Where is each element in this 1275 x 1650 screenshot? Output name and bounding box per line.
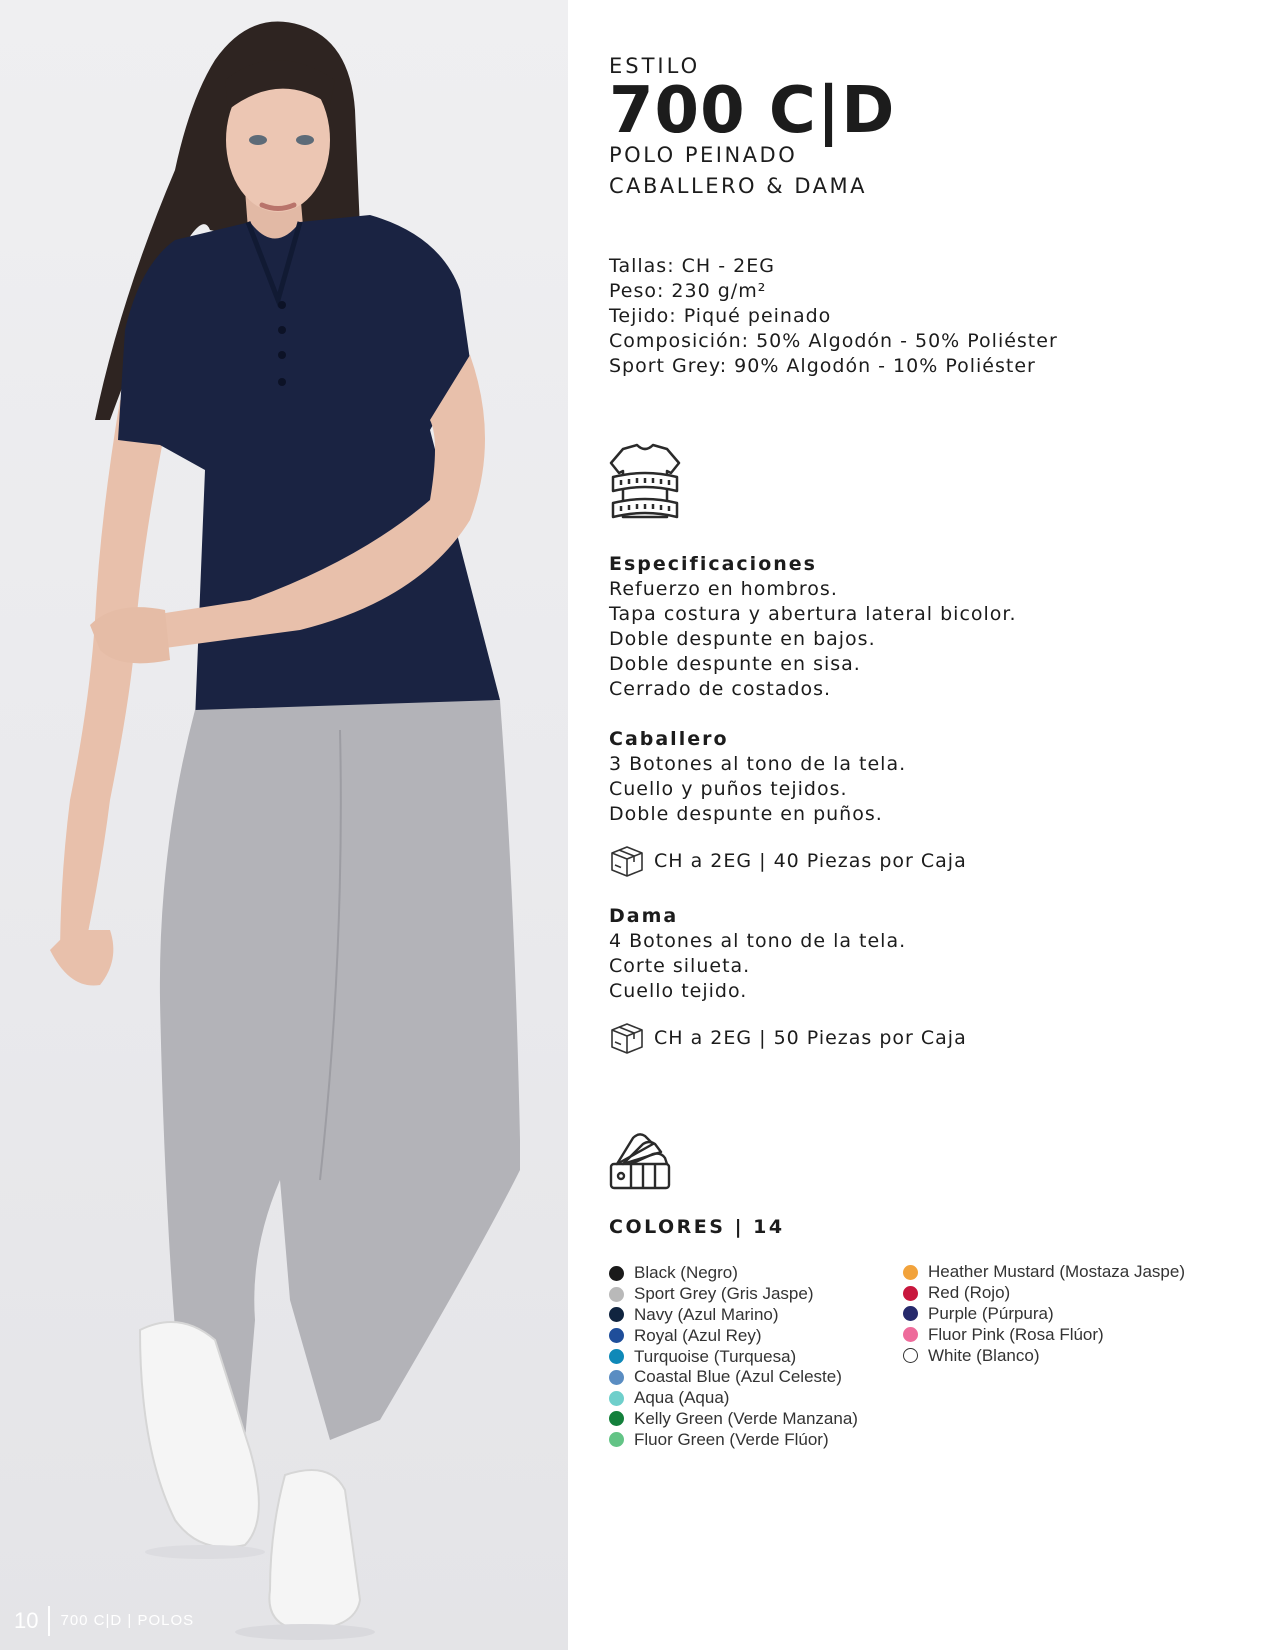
- color-item: [903, 1304, 1185, 1325]
- color-name: Royal (Azul Rey): [634, 1325, 762, 1345]
- list-item: Corte silueta.: [609, 955, 751, 977]
- color-name: Fluor Pink (Rosa Flúor): [928, 1324, 1104, 1344]
- caballero-box-info: [609, 843, 967, 879]
- color-item: [609, 1388, 858, 1409]
- product-subtitle: POLO PEINADO: [609, 143, 798, 167]
- color-name: White (Blanco): [928, 1345, 1040, 1365]
- color-dot: [609, 1328, 624, 1343]
- color-name: Sport Grey (Gris Jaspe): [634, 1284, 814, 1304]
- color-name: Aqua (Aqua): [634, 1388, 730, 1408]
- color-name: Purple (Púrpura): [928, 1303, 1054, 1323]
- spec-list: [609, 254, 1058, 379]
- list-item: Tapa costura y abertura lateral bicolor.: [609, 603, 1017, 625]
- page-title: 700 C|D: [609, 74, 896, 148]
- color-dot: [609, 1391, 624, 1406]
- list-item: 4 Botones al tono de la tela.: [609, 930, 907, 952]
- color-name: Fluor Green (Verde Flúor): [634, 1429, 829, 1449]
- color-dot: [609, 1370, 624, 1385]
- color-name: Turquoise (Turquesa): [634, 1346, 797, 1366]
- color-name: Red (Rojo): [928, 1283, 1011, 1303]
- list-item: Doble despunte en puños.: [609, 803, 883, 825]
- box-icon: [609, 843, 645, 879]
- color-item: [903, 1283, 1185, 1304]
- caballero-box-text: CH a 2EG | 40 Piezas por Caja: [654, 850, 967, 872]
- color-dot: [609, 1432, 624, 1447]
- box-icon: [609, 1020, 645, 1056]
- color-name: Navy (Azul Marino): [634, 1304, 779, 1324]
- color-item: [609, 1367, 858, 1388]
- colors-title: COLORES | 14: [609, 1216, 785, 1238]
- color-item: [609, 1305, 858, 1326]
- color-name: Coastal Blue (Azul Celeste): [634, 1367, 842, 1387]
- color-item: [609, 1429, 858, 1450]
- color-dot: [903, 1306, 918, 1321]
- dama-box-text: CH a 2EG | 50 Piezas por Caja: [654, 1027, 967, 1049]
- color-item: [609, 1409, 858, 1430]
- color-item: [609, 1346, 858, 1367]
- style-label: ESTILO: [609, 54, 701, 78]
- especificaciones-section: [609, 552, 1017, 702]
- especificaciones-title: Especificaciones: [609, 553, 817, 575]
- color-dot: [609, 1411, 624, 1426]
- color-item: [903, 1324, 1185, 1345]
- list-item: Cuello y puños tejidos.: [609, 778, 848, 800]
- spec-tallas: Tallas: CH - 2EG: [609, 255, 775, 277]
- color-list-2: [903, 1262, 1185, 1366]
- color-dot: [609, 1266, 624, 1281]
- caballero-title: Caballero: [609, 728, 729, 750]
- model-illustration: [0, 0, 568, 1650]
- list-item: Cerrado de costados.: [609, 678, 832, 700]
- footer-section: 700 C|D | POLOS: [60, 1612, 195, 1629]
- color-dot: [609, 1287, 624, 1302]
- list-item: Cuello tejido.: [609, 980, 748, 1002]
- spec-peso: Peso: 230 g/m²: [609, 280, 767, 302]
- color-dot: [903, 1348, 918, 1363]
- color-dot: [903, 1327, 918, 1342]
- spec-composicion: Composición: 50% Algodón - 50% Poliéster: [609, 330, 1058, 352]
- color-dot: [903, 1265, 918, 1280]
- list-item: Doble despunte en bajos.: [609, 628, 876, 650]
- color-list-1: [609, 1263, 858, 1450]
- page-footer: [14, 1606, 194, 1636]
- color-item: [609, 1325, 858, 1346]
- spec-sport-grey: Sport Grey: 90% Algodón - 10% Poliéster: [609, 355, 1036, 377]
- color-name: Heather Mustard (Mostaza Jaspe): [928, 1262, 1185, 1282]
- color-item: [609, 1263, 858, 1284]
- list-item: Doble despunte en sisa.: [609, 653, 861, 675]
- dama-title: Dama: [609, 905, 679, 927]
- color-dot: [609, 1349, 624, 1364]
- color-dot: [609, 1307, 624, 1322]
- list-item: 3 Botones al tono de la tela.: [609, 753, 907, 775]
- list-item: Refuerzo en hombros.: [609, 578, 838, 600]
- color-dot: [903, 1286, 918, 1301]
- dama-section: [609, 904, 906, 1004]
- dama-box-info: [609, 1020, 967, 1056]
- caballero-section: [609, 727, 906, 827]
- spec-tejido: Tejido: Piqué peinado: [609, 305, 832, 327]
- color-item: [903, 1262, 1185, 1283]
- color-name: Black (Negro): [634, 1263, 738, 1283]
- product-photo: [0, 0, 568, 1650]
- product-audience: CABALLERO & DAMA: [609, 174, 867, 198]
- color-name: Kelly Green (Verde Manzana): [634, 1408, 858, 1428]
- page-number: 10: [14, 1606, 50, 1636]
- color-item: [903, 1345, 1185, 1366]
- measuring-tape-shirt-icon: [609, 443, 681, 527]
- color-item: [609, 1284, 858, 1305]
- color-swatch-icon: [609, 1130, 671, 1192]
